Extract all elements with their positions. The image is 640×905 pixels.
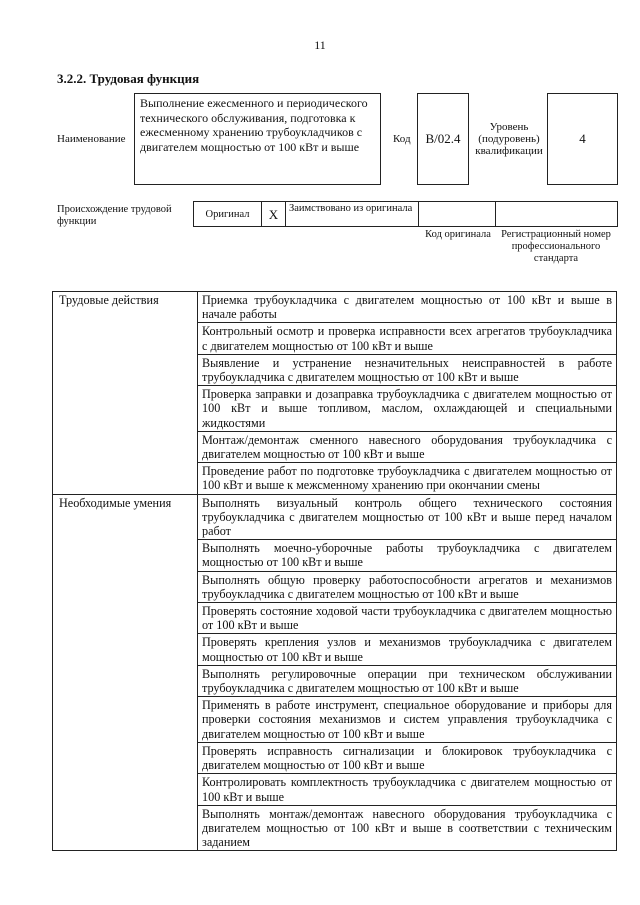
group-title: Трудовые действия (53, 292, 198, 495)
name-label: Наименование (57, 133, 126, 145)
code-original-cell (419, 202, 496, 226)
code-original-caption: Код оригинала (425, 229, 491, 240)
original-label: Оригинал (194, 202, 262, 226)
table-cell: Выполнять визуальный контроль общего технического состояния трубоукладчика с двигателем мощностью от 100 кВт и выше перед началом работ (198, 494, 617, 540)
table-cell: Проверять состояние ходовой части трубоукладчика с двигателем мощностью от 100 кВт и выше (198, 603, 617, 634)
table-row (53, 292, 617, 323)
code-value-box: B/02.4 (417, 93, 469, 185)
table-cell: Контрольный осмотр и проверка исправности всех агрегатов трубоукладчика с двигателем мощностью от 100 кВт и выше (198, 323, 617, 354)
table-cell: Проведение работ по подготовке трубоукладчика с двигателем мощностью от 100 кВт и выше к межсменному хранению при окончании смены (198, 463, 617, 494)
table-cell: Проверять исправность сигнализации и блокировок трубоукладчика с двигателем мощностью от 100 кВт и выше (198, 742, 617, 773)
origin-table (193, 201, 618, 227)
original-mark: X (262, 202, 286, 226)
function-name-box: Выполнение ежесменного и периодического технического обслуживания, подготовка к ежесменному хранению трубоукладчиков с двигателем мощностью от 100 кВт и выше (134, 93, 381, 185)
code-label: Код (393, 133, 411, 145)
table-cell: Контролировать комплектность трубоукладчика с двигателем мощностью от 100 кВт и выше (198, 774, 617, 805)
origin-label: Происхождение трудовой функции (57, 204, 172, 227)
table-cell: Монтаж/демонтаж сменного навесного оборудования трубоукладчика с двигателем мощностью от 100 кВт и выше (198, 431, 617, 462)
table-cell: Выполнять общую проверку работоспособности агрегатов и механизмов трубоукладчика с двигателем мощностью от 100 кВт и выше (198, 571, 617, 602)
function-details-table (52, 291, 617, 851)
table-cell: Выполнять регулировочные операции при техническом обслуживании трубоукладчика с двигателем мощностью от 100 кВт и выше (198, 665, 617, 696)
table-cell: Приемка трубоукладчика с двигателем мощностью от 100 кВт и выше в начале работы (198, 292, 617, 323)
table-cell: Применять в работе инструмент, специальное оборудование и приборы для проверки состояния механизмов и систем управления трубоукладчика с двигателем мощностью от 100 кВт и выше (198, 697, 617, 743)
level-value-box: 4 (547, 93, 618, 185)
borrowed-label: Заимствовано из оригинала (286, 202, 419, 226)
table-cell: Выполнять моечно-уборочные работы трубоукладчика с двигателем мощностью от 100 кВт и выше (198, 540, 617, 571)
table-cell: Выявление и устранение незначительных неисправностей в работе трубоукладчика с двигателем мощностью от 100 кВт и выше (198, 354, 617, 385)
section-title: 3.2.2. Трудовая функция (57, 71, 200, 86)
table-cell: Проверка заправки и дозаправка трубоукладчика с двигателем мощностью от 100 кВт и выше топливом, маслом, охлаждающей и специальными жидкостями (198, 386, 617, 432)
page-number: 11 (314, 38, 326, 52)
group-title: Необходимые умения (53, 494, 198, 851)
reg-number-cell (496, 202, 618, 226)
table-cell: Проверять крепления узлов и механизмов трубоукладчика с двигателем мощностью от 100 кВт и выше (198, 634, 617, 665)
level-label: Уровень (подуровень) квалификации (475, 121, 543, 157)
reg-number-caption: Регистрационный номер профессионального стандарта (501, 229, 611, 264)
table-cell: Выполнять монтаж/демонтаж навесного оборудования трубоукладчика с двигателем мощностью от 100 кВт и выше в соответствии с техническим заданием (198, 805, 617, 851)
table-row (53, 494, 617, 540)
